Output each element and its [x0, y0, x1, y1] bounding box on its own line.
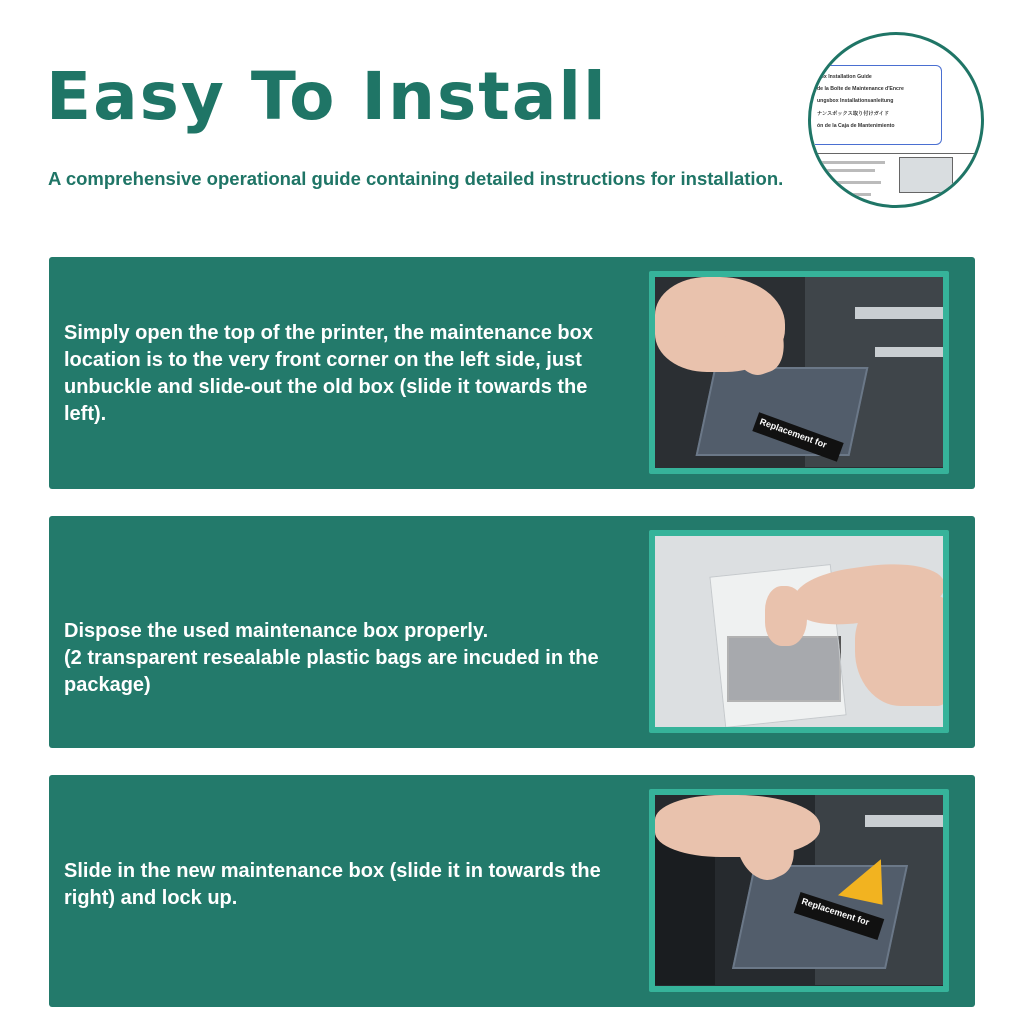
- guide-text-line: [815, 161, 885, 164]
- step-2-text: Dispose the used maintenance box properly. (2 transparent resealable plastic bags are incuded in the package): [64, 620, 599, 696]
- installation-guide-thumbnail: [808, 32, 984, 208]
- page-subtitle: A comprehensive operational guide containing detailed instructions for installation.: [48, 168, 784, 189]
- guide-text-line: [815, 193, 871, 196]
- box-label: Replacement for: [794, 892, 884, 940]
- step-panel-3: [49, 775, 975, 1007]
- step-panel-2: [49, 516, 975, 748]
- step-3-photo: [649, 789, 949, 992]
- guide-text-line: [815, 169, 875, 172]
- guide-line: ungsbox Installationsanleitung: [817, 98, 894, 104]
- guide-divider: [811, 153, 981, 154]
- guide-sheet: [815, 65, 942, 145]
- step-2-photo: [649, 530, 949, 733]
- guide-text-line: [815, 181, 881, 184]
- step-3-text: Slide in the new maintenance box (slide it in towards the right) and lock up.: [64, 860, 601, 909]
- step-panel-1: [49, 257, 975, 489]
- printer-diagram-icon: [899, 157, 953, 193]
- hand-fingers: [765, 586, 807, 646]
- guide-line: de la Boîte de Maintenance d'Encre: [817, 86, 904, 92]
- guide-line: Box Installation Guide: [817, 74, 872, 80]
- forearm: [855, 596, 943, 706]
- box-label: Replacement for: [752, 412, 843, 462]
- guide-line: ナンスボックス取り付けガイド: [817, 111, 890, 117]
- step-1-text: Simply open the top of the printer, the maintenance box location is to the very front corner on the left side, just unbuckle and slide-out the old box (slide it towards the left).: [64, 322, 593, 425]
- guide-line: ón de la Caja de Mantenimiento: [817, 123, 895, 129]
- page-title: Easy To Install: [46, 58, 608, 135]
- step-1-photo: [649, 271, 949, 474]
